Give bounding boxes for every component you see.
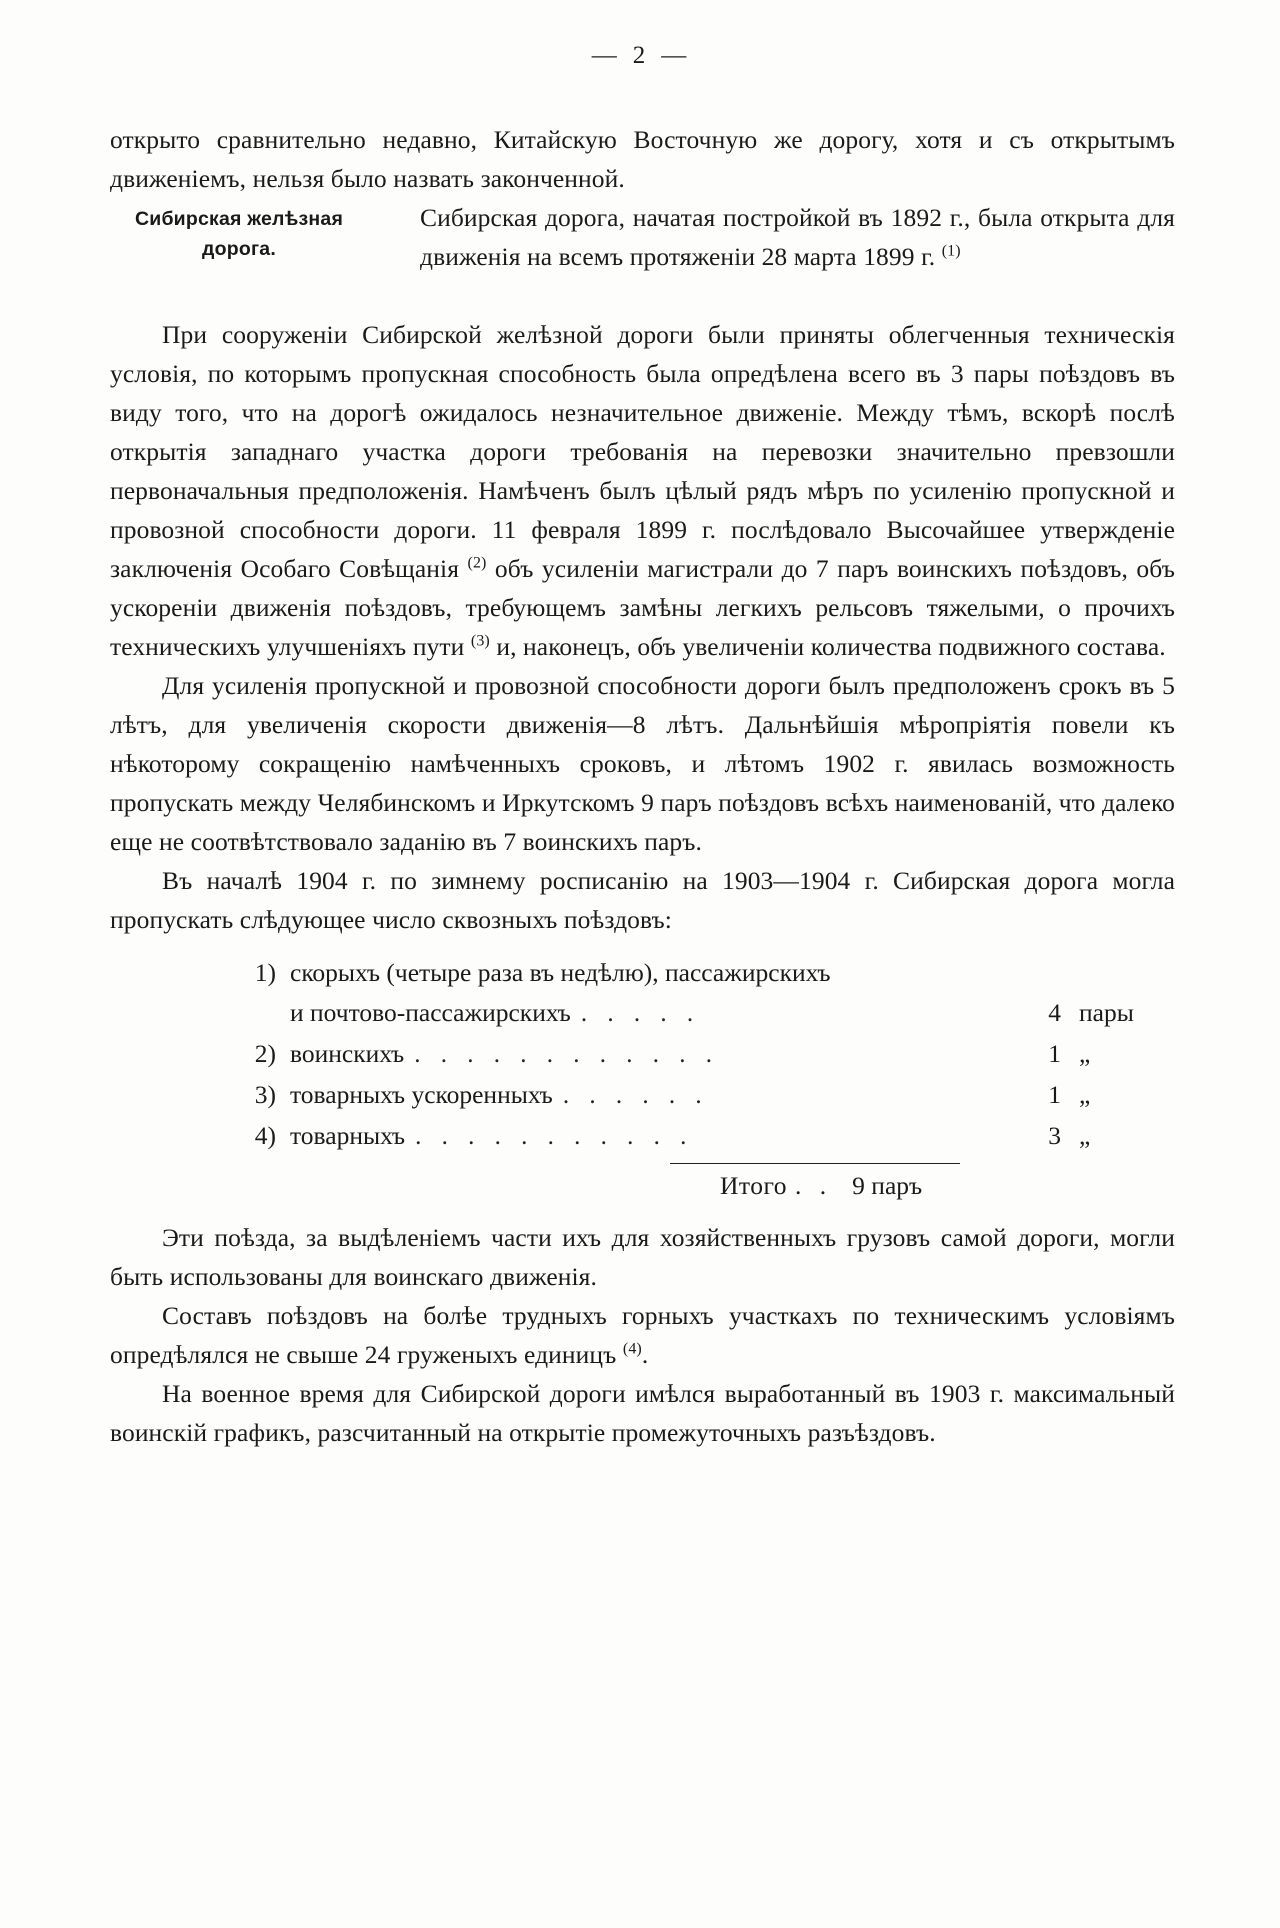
list-item-unit: „	[1079, 1039, 1091, 1068]
footnote-ref-1: (1)	[941, 242, 961, 260]
list-item-value: 4	[1048, 998, 1061, 1027]
list-item-value: 1	[1048, 1080, 1061, 1109]
page-body	[110, 120, 1175, 1452]
list-item-value: 1	[1048, 1039, 1061, 1068]
total-row	[110, 1164, 1175, 1208]
marginal-heading-siberian-railway: Сибирская желѣзная дорога.	[134, 208, 344, 260]
list-item-unit: „	[1079, 1080, 1091, 1109]
total-label: Итого	[720, 1171, 788, 1200]
list-item-number: 3)	[254, 1080, 276, 1109]
list-item-label: воинскихъ	[290, 1039, 405, 1068]
list-item-leader: . . . . .	[580, 1000, 701, 1027]
list-item	[110, 1075, 1175, 1116]
paragraph-siberian-railway-text: Сибирская дорога, начатая постройкой въ 1892 г., была открыта для движенія на всемъ протяженіи 28 марта 1899 г.	[420, 203, 1175, 271]
list-item-leader: . . . . . . . . . . .	[415, 1123, 694, 1150]
list-item-label-continued: и почтово-пассажирскихъ	[290, 998, 571, 1027]
list-item	[110, 953, 1175, 993]
sidenote-paragraph	[420, 198, 1175, 276]
total-leader: . .	[795, 1171, 833, 1200]
train-pairs-list	[110, 953, 1175, 1208]
paragraph-train-composition-text: Составъ поѣздовъ на болѣе трудныхъ горныхъ участкахъ по техническимъ условіямъ опредѣлялся не свыше 24 груженыхъ единицъ	[110, 1301, 1175, 1369]
paragraph-schedule-intro: Въ началѣ 1904 г. по зимнему росписанію на 1903—1904 г. Сибирская дорога могла пропускать слѣдующее число сквозныхъ поѣздовъ:	[110, 866, 1175, 934]
footnote-ref-3: (3)	[470, 632, 490, 650]
page-number-dash-right: —	[661, 42, 689, 69]
total-value: 9 паръ	[852, 1171, 923, 1200]
paragraph-construction-b: объ усиленіи магистрали до 7 паръ воинскихъ поѣздовъ, объ ускореніи движенія поѣздовъ, требующемъ замѣны легкихъ рельсовъ тяжелыми, о прочихъ техническихъ улучшеніяхъ пути	[110, 554, 1175, 661]
paragraph-train-composition-end: .	[641, 1340, 649, 1369]
list-item-value: 3	[1048, 1121, 1061, 1150]
page-number-dash-left: —	[591, 42, 619, 69]
paragraph-opening: открыто сравнительно недавно, Китайскую Восточную же дорогу, хотя и съ открытымъ движеніемъ, нельзя было назвать законченной.	[110, 125, 1175, 193]
paragraph-train-composition	[110, 1296, 1175, 1374]
list-item-unit: пары	[1079, 998, 1134, 1027]
paragraph-usage: Эти поѣзда, за выдѣленіемъ части ихъ для хозяйственныхъ грузовъ самой дороги, могли быть использованы для воинскаго движенія.	[110, 1223, 1175, 1291]
paragraph-wartime-schedule: На военное время для Сибирской дороги имѣлся выработанный въ 1903 г. максимальный воинскій графикъ, разсчитанный на открытіе промежуточныхъ разъѣздовъ.	[110, 1379, 1175, 1447]
list-item-number: 2)	[254, 1039, 276, 1068]
list-item-leader: . . . . . .	[562, 1082, 709, 1109]
paragraph-construction-c: и, наконецъ, объ увеличеніи количества подвижного состава.	[489, 632, 1166, 661]
footnote-ref-2: (2)	[467, 554, 487, 572]
list-item-label: товарныхъ	[290, 1121, 406, 1150]
list-item-number: 1)	[254, 958, 276, 987]
footnote-ref-4: (4)	[622, 1340, 642, 1358]
paragraph-construction	[110, 315, 1175, 666]
paragraph-construction-a: При сооруженіи Сибирской желѣзной дороги были приняты облегченныя техническія условія, по которымъ пропускная способность была опредѣлена всего въ 3 пары поѣздовъ въ виду того, что на дорогѣ ожидалось незначительное движеніе. Между тѣмъ, вскорѣ послѣ открытія западнаго участка дороги требованія на перевозки значительно превзошли первоначальныя предположенія. Намѣченъ былъ цѣлый рядъ мѣръ по усиленію пропускной и провозной способности дороги. 11 февраля 1899 г. послѣдовало Высочайшее утвержденіе заключенія Особаго Совѣщанія	[110, 320, 1175, 583]
list-item-continuation	[110, 993, 1175, 1034]
paragraph-siberian-railway	[420, 198, 1175, 276]
paragraph-capacity-terms: Для усиленія пропускной и провозной способности дороги былъ предположенъ срокъ въ 5 лѣтъ, для увеличенія скорости движенія—8 лѣтъ. Дальнѣйшія мѣропріятія повели къ нѣкоторому сокращенію намѣченныхъ сроковъ, и лѣтомъ 1902 г. явилась возможность пропускать между Челябинскомъ и Иркутскомъ 9 паръ поѣздовъ всѣхъ наименованій, что далеко еще не соотвѣтствовало заданію въ 7 воинскихъ паръ.	[110, 671, 1175, 856]
list-item-leader: . . . . . . . . . . . .	[414, 1041, 719, 1068]
list-item	[110, 1116, 1175, 1157]
list-item-number: 4)	[254, 1121, 276, 1150]
list-item	[110, 1034, 1175, 1075]
page-header	[0, 42, 1280, 70]
list-item-unit: „	[1079, 1121, 1091, 1150]
list-item-label: скорыхъ (четыре раза въ недѣлю), пассажирскихъ	[290, 958, 831, 987]
sidenote-block	[110, 198, 1175, 315]
list-item-label: товарныхъ ускоренныхъ	[290, 1080, 553, 1109]
page-number: 2	[632, 42, 648, 69]
